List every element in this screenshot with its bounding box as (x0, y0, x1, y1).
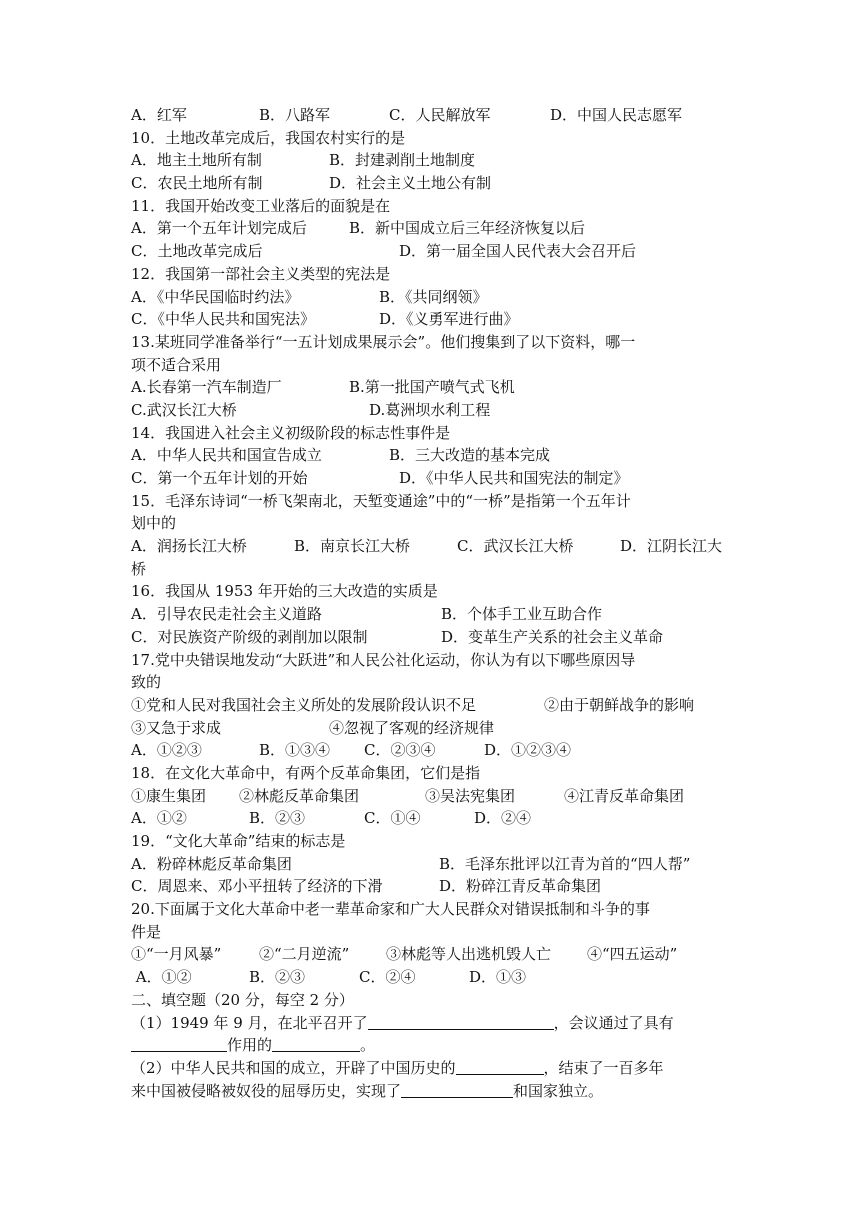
q10-options-cd: C．农民土地所有制 D．社会主义土地公有制 (131, 174, 492, 193)
answer-blank[interactable] (401, 1081, 513, 1098)
q18-options: A．①② B．②③ C．①④ D．②④ (131, 809, 532, 828)
option-b: B．八路军 (259, 106, 331, 124)
q13-stem-cont: 项不适合采用 (131, 355, 222, 374)
q17-items-34: ③又急于求成 ④忽视了客观的经济规律 (131, 718, 495, 737)
q16-options-ab: A．引导农民走社会主义道路 B．个体手工业互助合作 (131, 605, 603, 624)
q15-options-cont: 桥 (131, 559, 147, 578)
q15-stem: 15．毛泽东诗词“一桥飞架南北，天堑变通途”中的“一桥”是指第一个五年计 (131, 491, 631, 510)
q13-options-cd: C.武汉长江大桥 D.葛洲坝水利工程 (131, 400, 491, 419)
q20-stem-cont: 件是 (131, 922, 162, 941)
q19-stem: 19．“文化大革命”结束的标志是 (131, 832, 346, 850)
fill-2-line-2: 来中国被侵略被奴役的屈辱历史，实现了 和国家独立。 (131, 1081, 604, 1100)
q14-options-cd: C．第一个五年计划的开始 D．《中华人民共和国宪法的制定》 (131, 469, 629, 487)
q20-options: A．①② B．②③ C．②④ D．①③ (131, 968, 527, 987)
option-c: C．人民解放军 (389, 106, 491, 124)
q18-items: ①康生集团 ②林彪反革命集团 ③吴法宪集团 ④江青反革命集团 (131, 786, 685, 805)
q12-options-ab: A．《中华民国临时约法》 B．《共同纲领》 (131, 287, 488, 306)
q13-stem: 13.某班同学准备举行“一五计划成果展示会”。他们搜集到了以下资料，哪一 (131, 332, 636, 351)
q19-options-ab: A．粉碎林彪反革命集团 B．毛泽东批评以江青为首的“四人帮” (131, 854, 691, 873)
question-text-block (131, 104, 741, 1102)
answer-blank[interactable] (131, 1035, 227, 1052)
q10-options-ab: A．地主土地所有制 B．封建剥削土地制度 (131, 151, 476, 170)
answer-blank[interactable] (368, 1013, 554, 1030)
q14-options-ab: A．中华人民共和国宣告成立 B．三大改造的基本完成 (131, 446, 551, 465)
q10-stem: 10．土地改革完成后，我国农村实行的是 (131, 128, 406, 147)
fill-1-line-1: （1）1949 年 9 月，在北平召开了 ，会议通过了具有 (131, 1013, 674, 1032)
q18-stem: 18．在文化大革命中，有两个反革命集团，它们是指 (131, 763, 481, 782)
fill-1-line-2: 作用的 。 (131, 1034, 741, 1057)
q11-options-ab: A．第一个五年计划完成后 B．新中国成立后三年经济恢复以后 (131, 219, 586, 238)
q12-options-cd: C．《中华人民共和国宪法》 D．《义勇军进行曲》 (131, 310, 519, 329)
fill-2-line-1: （2）中华人民共和国的成立，开辟了中国历史的 ，结束了一百多年 (131, 1058, 664, 1077)
answer-blank[interactable] (456, 1058, 544, 1075)
q15-stem-cont: 划中的 (131, 514, 177, 533)
q20-stem: 20.下面属于文化大革命中老一辈革命家和广大人民群众对错误抵制和斗争的事 (131, 900, 650, 919)
section-heading: 二、填空题（20 分，每空 2 分） (131, 990, 354, 1009)
q17-stem: 17.党中央错误地发动“大跃进”和人民公社化运动，你认为有以下哪些原因导 (131, 650, 636, 669)
q16-options-cd: C．对民族资产阶级的剥削加以限制 D．变革生产关系的社会主义革命 (131, 627, 664, 646)
q11-options-cd: C．土地改革完成后 D．第一届全国人民代表大会召开后 (131, 242, 637, 261)
q20-items: ①“一月风暴” ②“二月逆流” ③林彪等人出逃机毁人亡 ④“四五运动” (131, 945, 678, 964)
option-a: A．红军 (131, 106, 187, 124)
q19-options-cd: C．周恩来、邓小平扭转了经济的下滑 D．粉碎江青反革命集团 (131, 877, 602, 896)
q13-options-ab: A.长春第一汽车制造厂 B.第一批国产喷气式飞机 (131, 378, 515, 397)
q17-options: A．①②③ B．①③④ C．②③④ D．①②③④ (131, 741, 572, 760)
option-d: D．中国人民志愿军 (550, 106, 683, 124)
q11-stem: 11．我国开始改变工业落后的面貌是在 (131, 196, 391, 215)
q16-stem: 16．我国从 1953 年开始的三大改造的实质是 (131, 582, 438, 601)
answer-blank[interactable] (272, 1035, 360, 1052)
q14-stem: 14．我国进入社会主义初级阶段的标志性事件是 (131, 423, 451, 442)
q12-stem: 12．我国第一部社会主义类型的宪法是 (131, 264, 391, 283)
q9-options-line (131, 104, 741, 127)
q15-options: A．润扬长江大桥 B．南京长江大桥 C．武汉长江大桥 D．江阴长江大 (131, 537, 723, 556)
q17-stem-cont: 致的 (131, 673, 162, 692)
q17-items-12: ①党和人民对我国社会主义所处的发展阶段认识不足 ②由于朝鲜战争的影响 (131, 695, 695, 714)
